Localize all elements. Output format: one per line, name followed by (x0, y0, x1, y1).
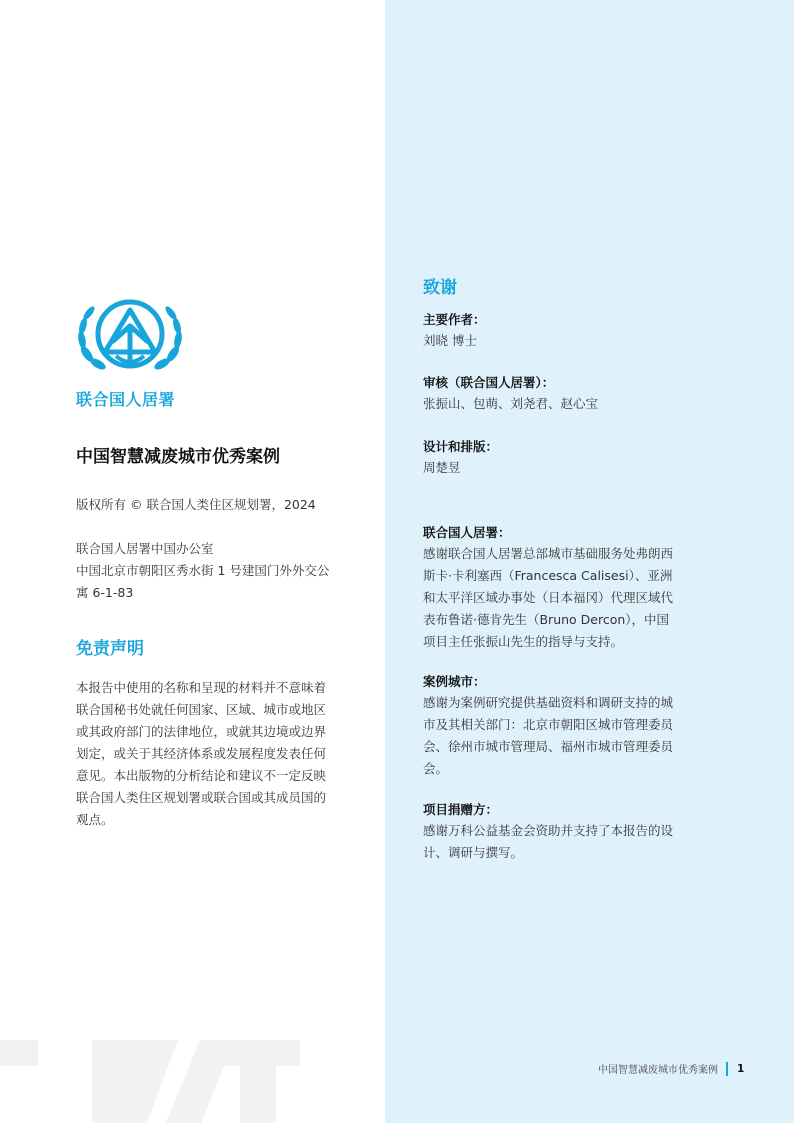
un-habitat-emblem-icon (76, 296, 184, 378)
address-line: 联合国人居署中国办公室 (76, 541, 214, 556)
page-number: 1 (737, 1062, 745, 1075)
ack-section-title: 设计和排版： (423, 439, 499, 454)
ack-line: 感谢万科公益基金会资助并支持了本报告的设 (423, 823, 674, 838)
ack-section-review (423, 373, 703, 415)
ack-line: 斯卡·卡利塞西（Francesca Calisesi）、亚洲 (423, 568, 673, 583)
ack-section-title: 审核（联合国人居署）： (423, 375, 555, 390)
acknowledgements-heading: 致谢 (423, 278, 457, 298)
ack-section-body (423, 393, 703, 415)
disclaimer-line: 联合国秘书处就任何国家、区域、城市或地区 (76, 702, 327, 717)
ack-line: 会。 (423, 761, 449, 776)
ack-section-body (423, 457, 703, 479)
ack-line: 周楚昱 (423, 460, 461, 475)
page-footer (598, 1061, 744, 1076)
disclaimer-line: 意见。本出版物的分析结论和建议不一定反映 (76, 768, 327, 783)
disclaimer-line: 本报告中使用的名称和呈现的材料并不意味着 (76, 680, 327, 695)
ack-section-title: 案例城市： (423, 674, 486, 689)
ack-line: 张振山、包萌、刘尧君、赵心宝 (423, 396, 599, 411)
ack-line: 市及其相关部门：北京市朝阳区城市管理委员 (423, 717, 674, 732)
ack-section-title: 联合国人居署： (423, 525, 511, 540)
disclaimer-body (76, 677, 356, 831)
ack-line: 感谢为案例研究提供基础资料和调研支持的城 (423, 695, 674, 710)
ack-section-body (423, 820, 703, 864)
disclaimer-heading: 免责声明 (76, 639, 144, 659)
document-title: 中国智慧减废城市优秀案例 (76, 447, 280, 467)
disclaimer-line: 或其政府部门的法律地位，或就其边境或边界 (76, 724, 327, 739)
ack-line: 感谢联合国人居署总部城市基础服务处弗朗西 (423, 546, 674, 561)
ack-line: 刘晓 博士 (423, 333, 477, 348)
disclaimer-line: 联合国人类住区规划署或联合国或其成员国的 (76, 790, 327, 805)
ack-section-title: 项目捐赠方： (423, 802, 499, 817)
footer-divider (726, 1062, 728, 1076)
ack-section-title: 主要作者： (423, 312, 486, 327)
disclaimer-line: 划定，或关于其经济体系或发展程度发表任何 (76, 746, 327, 761)
watermark-letters (0, 1030, 300, 1123)
office-address (76, 538, 351, 604)
ack-section-design (423, 437, 703, 479)
ack-section-un-habitat (423, 523, 703, 653)
ack-line: 项目主任张振山先生的指导与支持。 (423, 634, 624, 649)
ack-line: 表布鲁诺·德肯先生（Bruno Dercon），中国 (423, 612, 670, 627)
copyright-notice: 版权所有 © 联合国人类住区规划署，2024 (76, 497, 316, 512)
ack-line: 会、徐州市城市管理局、福州市城市管理委员 (423, 739, 674, 754)
ack-section-body (423, 330, 703, 352)
ack-section-body (423, 692, 703, 780)
address-line: 中国北京市朝阳区秀水街 1 号建国门外外交公 (76, 563, 330, 578)
ack-line: 和太平洋区域办事处（日本福冈）代理区域代 (423, 590, 674, 605)
ack-section-donor (423, 800, 703, 864)
ack-section-authors (423, 310, 703, 352)
disclaimer-line: 观点。 (76, 812, 114, 827)
footer-title: 中国智慧减废城市优秀案例 (598, 1065, 718, 1076)
org-name: 联合国人居署 (76, 390, 176, 409)
address-line: 寓 6-1-83 (76, 585, 134, 600)
ack-line: 计、调研与撰写。 (423, 845, 524, 860)
ack-section-cities (423, 672, 703, 780)
ack-section-body (423, 543, 703, 653)
